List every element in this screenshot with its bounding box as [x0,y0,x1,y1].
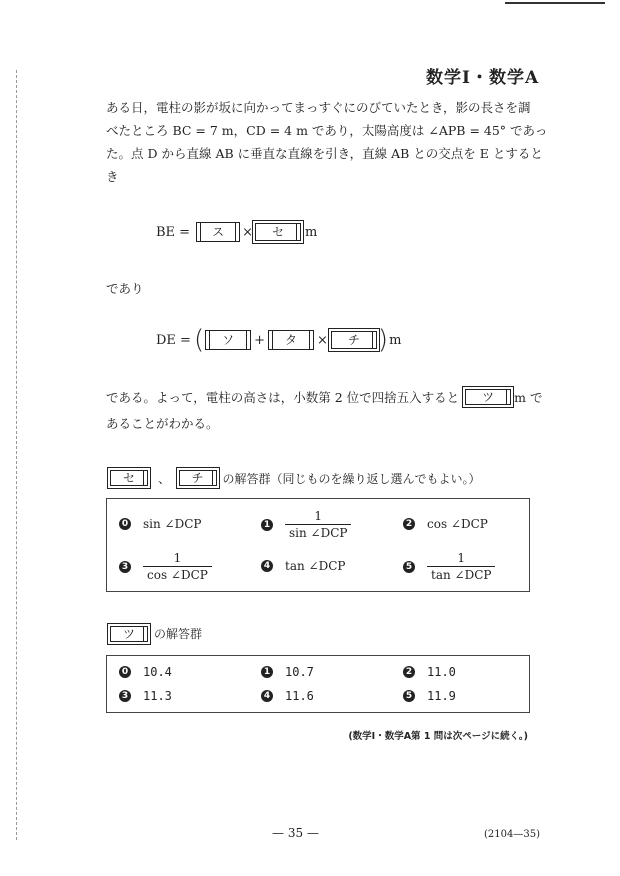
choice-0[interactable] [119,517,201,531]
choice-2[interactable] [403,665,456,679]
conclusion-text: である。よって，電柱の高さは，小数第 2 位で四捨五入すると [106,390,460,405]
choice-number: 3 [119,690,131,702]
equation-de [156,325,402,355]
unit-label: m [389,332,402,348]
choice-text: 11.9 [427,689,456,703]
denominator: cos ∠DCP [143,566,212,582]
ref-box-se: セ [110,470,148,486]
choice-text: tan ∠DCP [285,559,346,573]
answer-box-ta[interactable]: タ [268,330,314,350]
choices-caption-1 [110,469,481,487]
equation-lhs: BE = [156,224,191,240]
ref-box-tsu: ツ [110,626,148,642]
separator: 、 [158,471,171,486]
choice-0[interactable] [119,665,172,679]
answer-box-so[interactable]: ソ [205,330,251,350]
page-subject-title: 数学Ⅰ・数学A [426,68,540,88]
choice-text: 11.3 [143,689,172,703]
paragraph-line: べたところ BC = 7 m，CD = 4 m であり，太陽高度は ∠APB = 45° であっ [106,123,548,138]
choice-5[interactable] [403,551,495,582]
choices-panel-1 [106,498,530,592]
answer-box-su[interactable]: ス [196,222,240,242]
answer-box-tsu[interactable]: ツ [465,389,511,405]
choice-3[interactable] [119,689,172,703]
choice-3[interactable] [119,551,212,582]
choice-number: 5 [403,690,415,702]
choice-number: 3 [119,561,131,573]
paragraph-line: き [106,169,119,184]
choice-number: 1 [261,519,273,531]
choice-number: 0 [119,518,131,530]
choice-text: 11.0 [427,665,456,679]
exam-code: (2104—35) [484,829,540,840]
caption-text: の解答群（同じものを繰り返し選んでもよい。） [222,471,481,486]
unit-label: m [304,224,318,240]
open-paren: ( [193,325,205,355]
conclusion-line [106,388,542,406]
numerator: 1 [173,551,182,565]
choice-4[interactable] [261,559,345,573]
choices-panel-2 [106,655,530,713]
problem-paragraph [106,96,548,188]
choice-number: 0 [119,666,131,678]
caption-text: の解答群 [154,627,203,641]
fraction [143,551,212,582]
choices-caption-2 [110,625,202,642]
choice-number: 2 [403,518,415,530]
choice-text: 10.4 [143,665,172,679]
numerator: 1 [314,509,323,523]
choice-number: 5 [403,561,415,573]
paragraph-line: ある日，電柱の影が坂に向かってまっすぐにのびていたとき，影の長さを調 [106,100,531,115]
numerator: 1 [457,551,466,565]
choice-number: 4 [261,560,273,572]
choice-text: 10.7 [285,665,314,679]
choice-number: 1 [261,666,273,678]
conclusion-unit-text: m で [514,390,543,405]
choice-4[interactable] [261,689,314,703]
top-rule [505,2,605,4]
answer-box-se[interactable]: セ [255,223,301,241]
denominator: tan ∠DCP [427,566,495,582]
equation-be [156,222,317,242]
text-deari: であり [106,281,144,296]
choice-5[interactable] [403,689,456,703]
binding-margin-line [16,70,17,840]
denominator: sin ∠DCP [285,524,351,540]
times-sign: × [242,224,253,240]
times-sign: × [317,332,328,348]
choice-2[interactable] [403,517,488,531]
choice-number: 4 [261,690,273,702]
fraction [427,551,495,582]
fraction [285,509,351,540]
close-paren: ) [377,325,389,355]
page-number: — 35 — [272,826,319,840]
plus-sign: + [254,332,265,348]
choice-text: 11.6 [285,689,314,703]
equation-lhs: DE = [156,332,191,348]
continued-note: (数学Ⅰ・数学A第 1 問は次ページに続く。) [348,731,528,742]
ref-box-chi: チ [179,470,217,486]
choice-1[interactable] [261,665,314,679]
choice-1[interactable] [261,509,351,540]
choice-number: 2 [403,666,415,678]
paragraph-line: た。点 D から直線 AB に垂直な直線を引き，直線 AB との交点を E とすると [106,146,543,161]
choice-text: sin ∠DCP [143,517,202,531]
conclusion-line-2: あることがわかる。 [106,416,219,431]
answer-box-chi[interactable]: チ [331,331,377,349]
choice-text: cos ∠DCP [427,517,488,531]
